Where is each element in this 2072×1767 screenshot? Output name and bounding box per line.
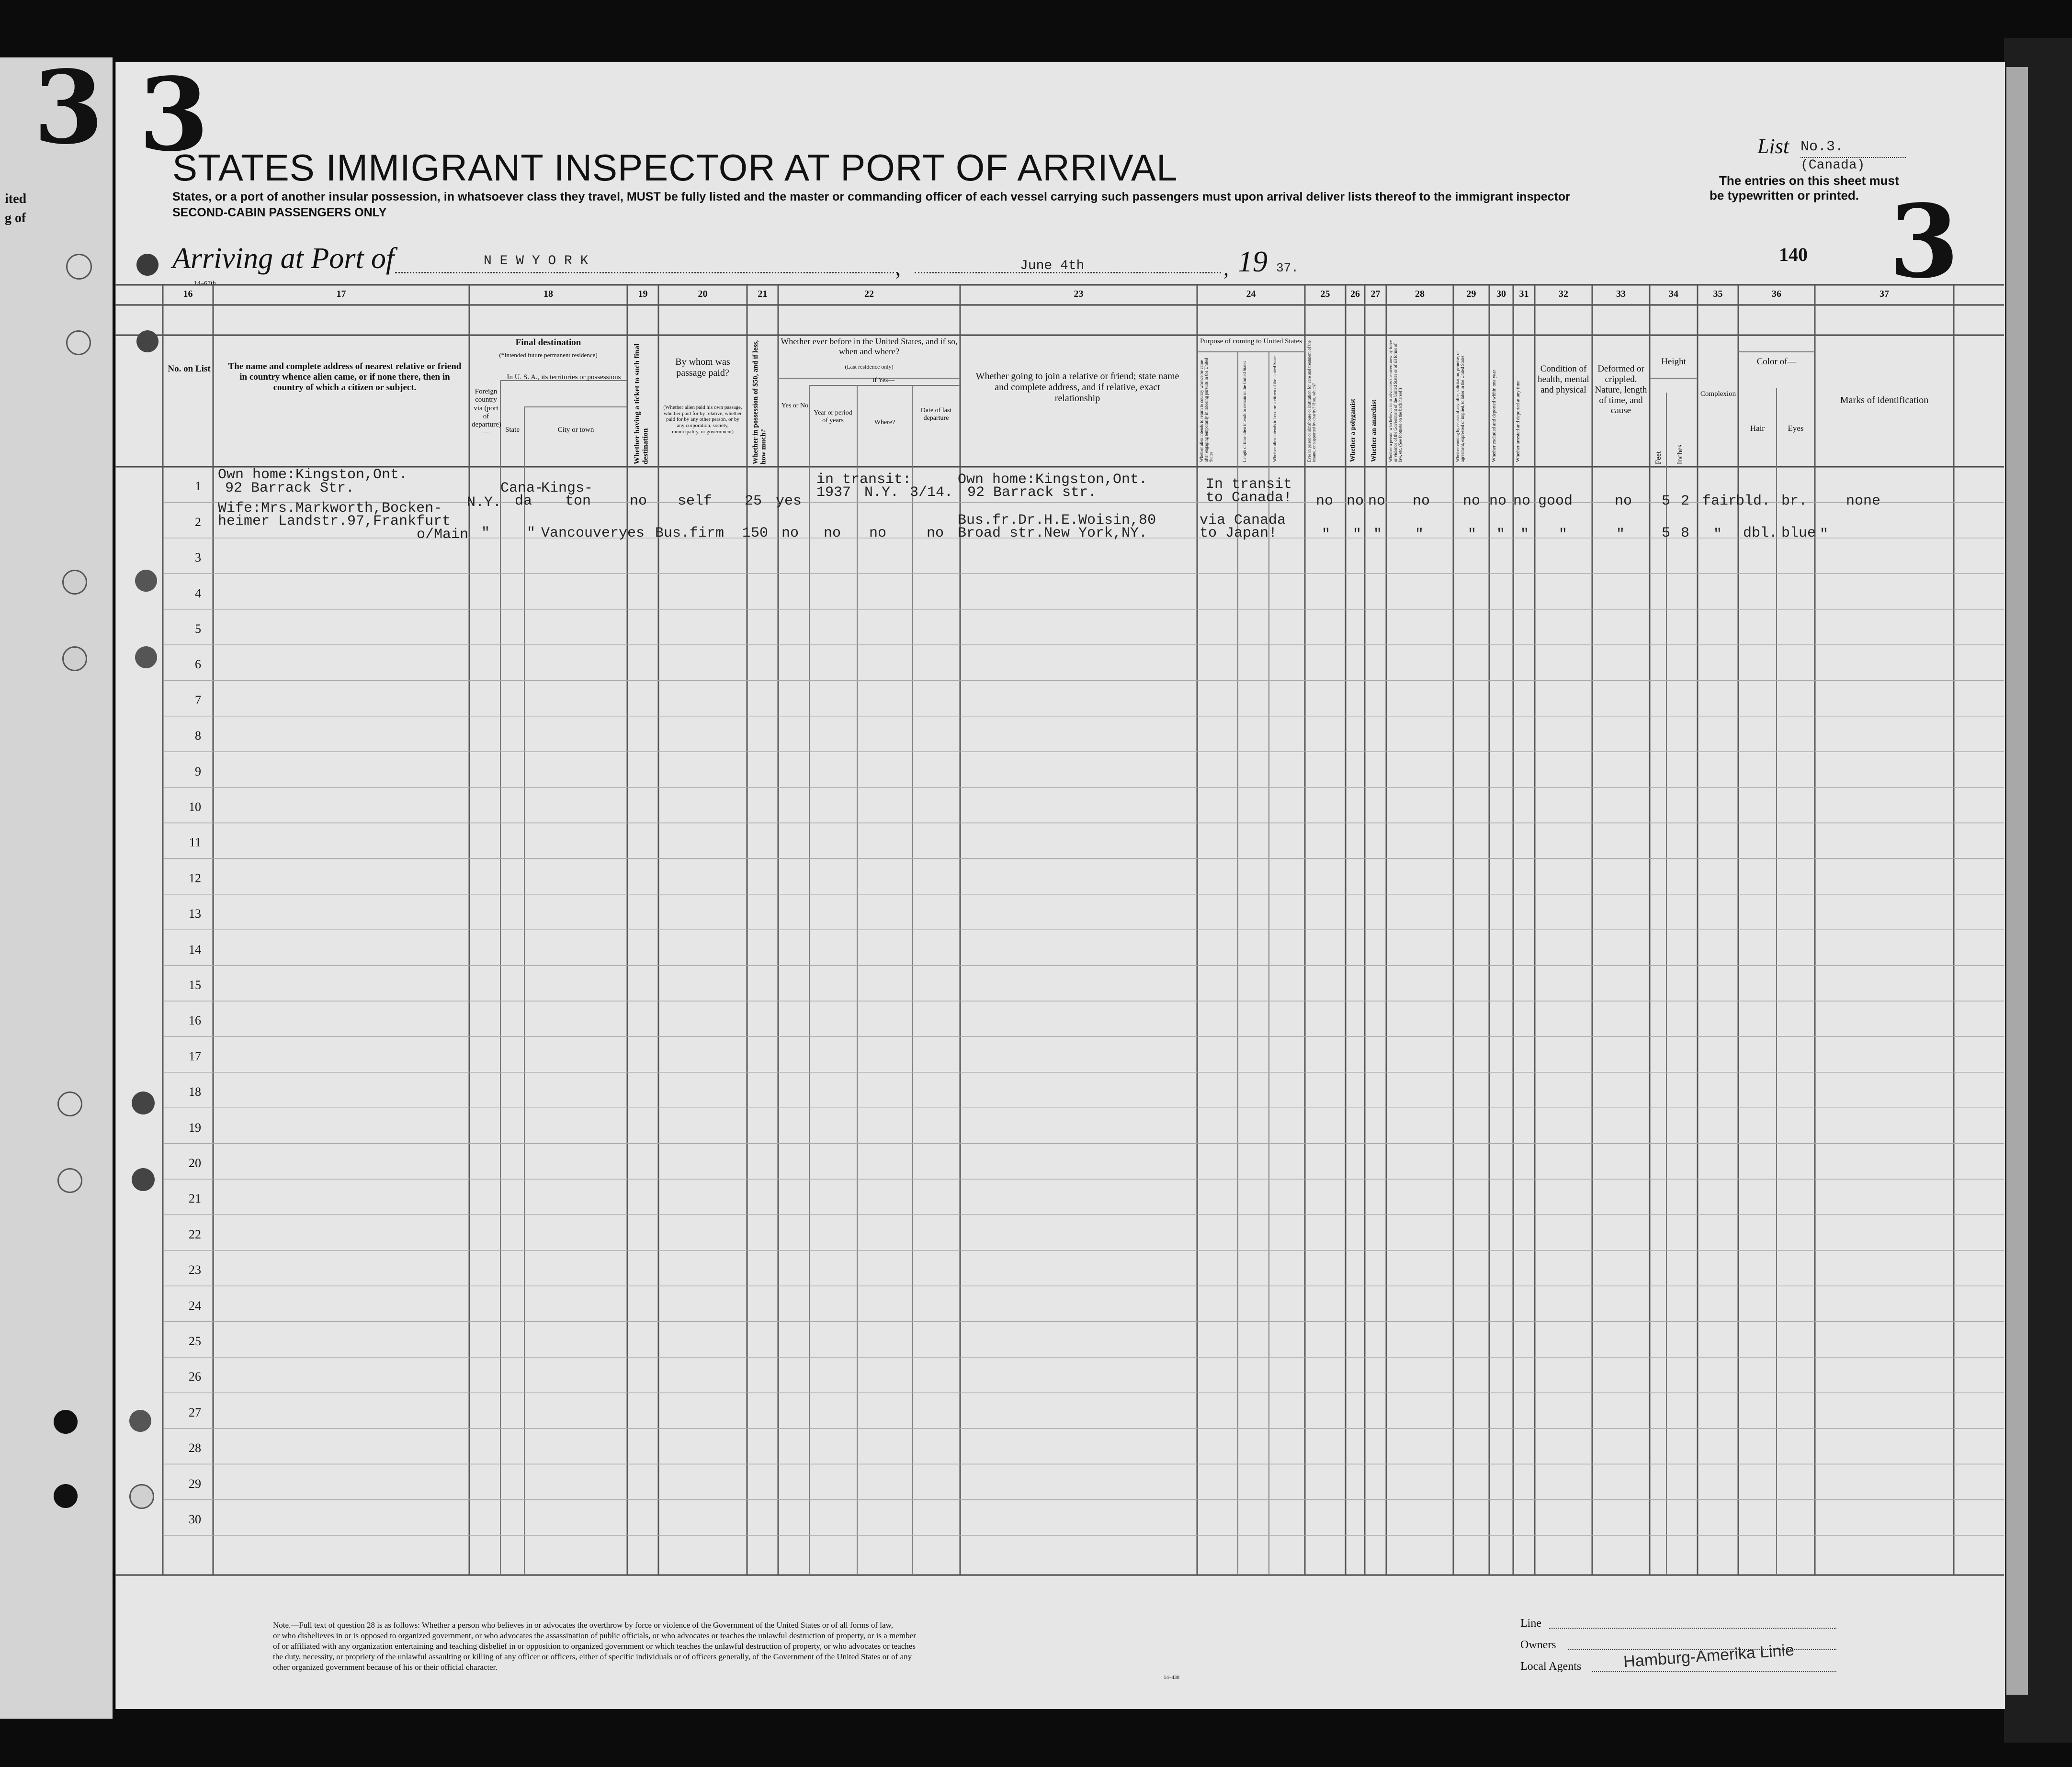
entry1-feet: 5 [1662,493,1671,509]
margin-text-1: ited [5,191,27,206]
row-number: 28 [189,1441,201,1455]
header-purpose-citizen: Whether alien intends to become a citizen of the United States [1272,354,1277,462]
row-number: 15 [189,978,201,992]
column-number: 18 [543,289,553,299]
entry2-relative-line3: o/Main [417,527,469,543]
row-number: 4 [195,586,201,600]
agents-stamp: Hamburg-Amerika Linie [1623,1641,1795,1671]
header-if-yes: If Yes— [872,377,895,384]
column-number: 35 [1713,289,1723,299]
entry1-purpose-line1: In transit [1206,476,1292,493]
header-money: Whether in possession of $50, and if less, how much? [752,340,768,464]
entry2-excluded: " [1496,527,1506,543]
entry1-polygamist: no [1347,493,1364,509]
header-labor-offer: Whether coming by reason of any offer, solicitation, promise, or agreement, expressed or implied, to labor in the United States [1455,351,1465,462]
header-ever-in-us: Whether ever before in the United States, and if so, when and where? [781,337,958,356]
column-number: 34 [1669,289,1678,299]
column-number: 21 [758,289,768,299]
entry1-inches: 2 [1681,493,1690,509]
entry1-deformed: no [1615,493,1632,509]
column-number: 27 [1370,289,1381,299]
row-number: 8 [195,729,201,743]
entry2-overthrow: " [1415,527,1424,543]
footer-note-3: of or affiliated with any organization entertaining and teaching disbelief in or opposition to organized government or which teaches the unlawful destruction of property, or who advocates or teaches [273,1642,916,1651]
row-number: 6 [195,657,201,672]
entry2-year: no [824,525,841,541]
entry1-prison: no [1316,493,1334,509]
entry1-join-line2: 92 Barrack str. [967,484,1097,501]
row-number: 10 [189,800,201,814]
row-number: 7 [195,693,201,707]
entry1-ticket: no [630,493,647,509]
entry2-hair: dbl. [1743,525,1778,541]
column-number: 29 [1466,289,1476,299]
entry2-purpose-line2: to Japan! [1200,525,1278,541]
header-foreign-country: Foreign country via (port of departure)— [472,388,501,437]
header-health: Condition of health, mental and physical [1538,364,1589,395]
entry1-state-2: da [515,493,532,509]
row-number: 25 [189,1334,201,1348]
column-number: 33 [1616,289,1626,299]
entry1-anarchist: no [1368,493,1386,509]
entry1-health: good [1538,493,1573,509]
line-label: Line [1520,1617,1541,1630]
header-where: Where? [874,419,895,426]
row-number: 16 [189,1013,201,1028]
header-height: Height [1661,357,1686,367]
row-number: 26 [189,1370,201,1384]
entry2-passage: Bus.firm [655,525,725,541]
column-number: 30 [1496,289,1506,299]
entry1-complexion: fair [1702,493,1737,509]
entry2-join-line1: Bus.fr.Dr.H.E.Woisin,80 [958,512,1156,529]
header-deported: Whether arrested and deported at any time [1516,381,1521,462]
entry1-foreign-country: N.Y. [467,495,502,511]
column-number: 22 [864,289,874,299]
entry1-deported: no [1513,493,1531,509]
header-city: City or town [557,426,594,434]
entry1-eyes: br. [1781,493,1808,509]
header-state: State [505,426,520,434]
header-ever-note: (Last residence only) [845,363,894,370]
row-number: 19 [189,1120,201,1135]
row-number: 20 [189,1156,201,1170]
entries-note-1: The entries on this sheet must [1719,173,1899,188]
entry2-purpose-line1: via Canada [1200,512,1286,529]
entry1-passage: self [678,493,713,509]
sheet-number-right: 3 [1889,182,1959,301]
entry2-ticket: yes [619,525,645,541]
header-prison: Ever in prison or almshouse or institution for care and treatment of the insane, or supported by charity? If so, which? [1307,340,1316,462]
entries-note-2: be typewritten or printed. [1710,188,1859,203]
margin-text-2: g of [5,211,26,225]
column-number: 23 [1074,289,1084,299]
row-number: 9 [195,764,201,778]
header-usa: In U. S. A., its territories or possessions [507,373,621,381]
page-number: 140 [1779,244,1808,265]
row-number: 24 [189,1298,201,1313]
entry1-yes-no: yes [776,493,802,509]
header-purpose-length: Length of time alien intends to remain in the United States [1242,361,1247,462]
entry2-eyes: blue [1781,525,1816,541]
entry2-date: no [927,525,944,541]
list-value: No.3. [1800,139,1844,155]
entry2-foreign-country: " [481,525,490,541]
header-overthrow: Whether a person who believes in or advocates the overthrow by force or violence of the Government of the United States or of all forms of law, etc. (See footnote on the back hereof.) [1388,340,1403,462]
entry1-overthrow: no [1413,493,1430,509]
form-title: STATES IMMIGRANT INSPECTOR AT PORT OF ARRIVAL [172,146,1178,189]
header-polygamist: Whether a polygamist [1349,399,1357,462]
header-yes-no: Yes or No [781,402,809,409]
entry2-city: Vancouver [541,525,619,541]
sheet-number-left: 3 [34,48,104,167]
column-number: 26 [1350,289,1360,299]
header-final-destination: Final destination [515,338,581,348]
column-number: 20 [698,289,708,299]
column-number: 25 [1320,289,1330,299]
entry1-hair: bld. [1736,493,1771,509]
entry1-marks: none [1846,493,1881,509]
header-deformed: Deformed or crippled. Nature, length of time, and cause [1595,364,1647,416]
row-number: 3 [195,551,201,565]
row-number: 14 [189,942,201,957]
column-number: 37 [1880,289,1889,299]
arrival-date: June 4th [1020,259,1085,273]
header-no-on-list: No. on List [168,364,211,374]
entry1-date: 3/14. [910,484,953,501]
row-number: 5 [195,622,201,636]
header-marks: Marks of identification [1840,395,1929,405]
entry2-relative-line2: heimer Landstr.97,Frankfurt [218,513,451,529]
row-number: 2 [195,515,201,529]
header-join-relative: Whether going to join a relative or friend; state name and complete address, and if relative, exact relationship [975,371,1179,404]
entry2-state: " [527,525,536,541]
entry1-labor: no [1463,493,1481,509]
header-purpose-return: Whether alien intends to return to country whence he came after engaging temporarily in laboring pursuits in the United States [1199,358,1213,462]
entry1-relative-line2: 92 Barrack Str. [225,480,355,496]
column-number: 36 [1772,289,1781,299]
entry1-relative-line1: Own home:Kingston,Ont. [218,467,408,483]
header-ticket: Whether having a ticket to such final destination [633,343,650,464]
row-number: 17 [189,1049,201,1063]
footer-form-code: 14–430 [1164,1675,1179,1680]
entry1-year: 1937 [816,484,851,501]
column-number: 28 [1415,289,1425,299]
header-inches: Inches [1676,444,1684,464]
arriving-label: Arriving at Port of [172,242,395,275]
entry2-relative-line1: Wife:Mrs.Markworth,Bocken- [218,500,442,517]
row-number: 30 [189,1512,201,1526]
header-passage-note: (Whether alien paid his own passage, whether paid for by relative, whether paid for by any other person, or by any corporation, society, municipality, or government) [663,405,742,435]
entry2-where: no [869,525,887,541]
entry2-polygamist: " [1353,527,1362,543]
row-number: 1 [195,479,201,494]
entry2-money: 150 [742,525,769,541]
header-excluded: Whether excluded and deported within one year [1492,370,1497,462]
entry1-city: Kings- [541,480,593,496]
form-subtitle-1: States, or a port of another insular possession, in whatsoever class they travel, MUST be fully listed and the master or commanding officer of each vessel carrying such passengers must upon arrival deliver lists thereof to the immigrant inspector [172,190,1570,203]
footer-note-1: Note.—Full text of question 28 is as follows: Whether a person who believes in or advocates the overthrow by force or violence of the Government of the United States or of all forms of law, [273,1621,893,1630]
header-eyes: Eyes [1788,424,1804,433]
entry2-marks: " [1820,527,1829,543]
row-number: 18 [189,1085,201,1099]
list-label: List [1757,135,1789,158]
entry2-feet: 5 [1662,525,1671,541]
header-anarchist: Whether an anarchist [1370,399,1378,462]
footer-note-2: or who disbelieves in or is opposed to organized government, or who advocates the assassination of public officials, or who advocates or teaches the unlawful destruction of property, or is a member [273,1631,916,1640]
sheet-number-left-2: 3 [139,56,209,174]
header-hair: Hair [1750,424,1765,433]
header-year: Year or period of years [814,409,852,425]
header-complexion: Complexion [1700,390,1736,398]
entry2-yes-no: no [781,525,799,541]
row-number: 11 [189,835,201,850]
form-code: 14–67th [194,280,216,287]
entry1-where: N.Y. [864,484,899,501]
entry1-in-transit: in transit: [816,472,912,488]
header-relative-address: The name and complete address of nearest relative or friend in country whence alien came, or if none there, then in country of which a citizen or subject. [228,361,462,393]
row-number: 12 [189,871,201,885]
entry2-join-line2: Broad str.New York,NY. [958,525,1148,541]
entry1-excluded: no [1489,493,1507,509]
header-color-of: Color of— [1756,357,1797,367]
entry2-deformed: " [1616,527,1625,543]
entry2-labor: " [1468,527,1477,543]
header-date-departure: Date of last departure [920,407,952,422]
header-passage-paid: By whom was passage paid? [675,357,730,378]
year-suffix: 37. [1276,261,1299,275]
entry1-purpose-line2: to Canada! [1206,490,1292,506]
form-subtitle-2: SECOND-CABIN PASSENGERS ONLY [172,206,387,219]
entry2-inches: 8 [1681,525,1690,541]
row-number: 29 [189,1476,201,1491]
column-number: 24 [1246,289,1256,299]
column-number: 31 [1519,289,1529,299]
port-of-arrival: N E W Y O R K [484,254,589,269]
footer-note-4: the duty, necessity, or propriety of the unlawful assaulting or killing of any officer or officers, either of specific individuals or of officers generally, of the Government of the United States or of any [273,1652,912,1661]
owners-label: Owners [1520,1639,1556,1651]
list-note: (Canada) [1800,158,1865,173]
entry2-deported: " [1520,527,1529,543]
year-prefix: 19 [1238,246,1268,278]
row-number: 21 [189,1192,201,1206]
entry2-health: " [1559,527,1568,543]
entry1-money: 25 [745,493,762,509]
column-number: 19 [638,289,648,299]
row-number: 23 [189,1263,201,1277]
header-purpose: Purpose of coming to United States [1200,338,1302,345]
footer-note-5: other organized government because of his or their official character. [273,1663,498,1672]
column-number: 17 [336,289,346,299]
entry1-city-2: ton [565,493,591,509]
row-number: 27 [189,1405,201,1419]
column-number: 16 [183,289,193,299]
entry2-complexion: " [1713,527,1722,543]
column-number: 32 [1559,289,1568,299]
entry2-anarchist: " [1373,527,1382,543]
row-number: 13 [189,907,201,921]
header-feet: Feet [1654,451,1663,464]
entry2-prison: " [1322,527,1331,543]
header-final-destination-sub: (*Intended future permanent residence) [499,351,598,359]
row-number: 22 [189,1227,201,1241]
entry1-join-line1: Own home:Kingston,Ont. [958,472,1148,488]
agents-label: Local Agents [1520,1660,1582,1673]
entry1-state: Cana- [500,480,544,496]
